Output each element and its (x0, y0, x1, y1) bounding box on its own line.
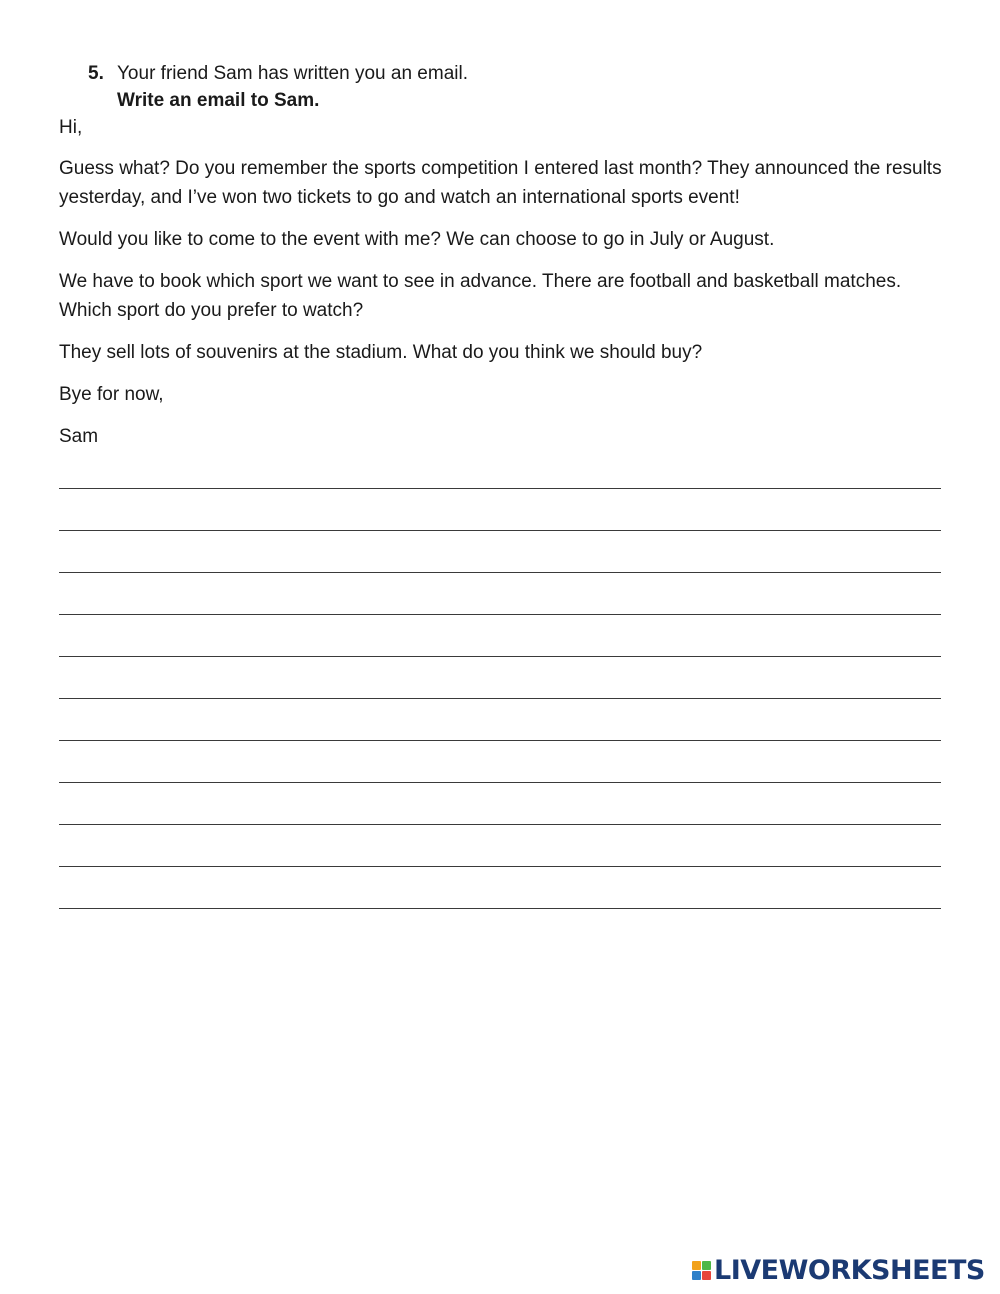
letter-greeting: Hi, (59, 117, 83, 138)
answer-line[interactable] (59, 633, 941, 675)
answer-line[interactable] (59, 843, 941, 885)
answer-line[interactable] (59, 549, 941, 591)
question-prompt: Your friend Sam has written you an email. (117, 63, 468, 84)
answer-line[interactable] (59, 885, 941, 927)
answer-line[interactable] (59, 591, 941, 633)
logo-mark-square (702, 1271, 711, 1280)
letter-paragraph: Would you like to come to the event with me? We can choose to go in July or August. (59, 229, 775, 250)
answer-line[interactable] (59, 801, 941, 843)
letter-paragraph: They sell lots of souvenirs at the stadium. What do you think we should buy? (59, 342, 703, 363)
question-5 (88, 60, 468, 114)
answer-line[interactable] (59, 759, 941, 801)
answer-line[interactable] (59, 507, 941, 549)
logo-mark-square (702, 1261, 711, 1270)
answer-line[interactable] (59, 675, 941, 717)
logo-mark-square (692, 1261, 701, 1270)
liveworksheets-logo (692, 1255, 985, 1285)
answer-lines (59, 465, 941, 927)
question-prompt-row (88, 60, 468, 87)
question-instruction: Write an email to Sam. (117, 90, 320, 111)
question-number: 5. (88, 63, 104, 84)
letter-closing: Bye for now, (59, 384, 164, 405)
logo-mark-icon (692, 1261, 711, 1280)
answer-line[interactable] (59, 717, 941, 759)
letter-signature: Sam (59, 426, 99, 447)
answer-line[interactable] (59, 465, 941, 507)
logo-mark-square (692, 1271, 701, 1280)
logo-text: LIVEWORKSHEETS (714, 1254, 985, 1286)
email-letter (59, 113, 944, 451)
letter-paragraph: We have to book which sport we want to see in advance. There are football and basketball matches. Which sport do you prefer to watch? (59, 271, 902, 321)
letter-paragraph: Guess what? Do you remember the sports competition I entered last month? They announced the results yesterday, and I’ve won two tickets to go and watch an international sports event! (59, 158, 942, 208)
